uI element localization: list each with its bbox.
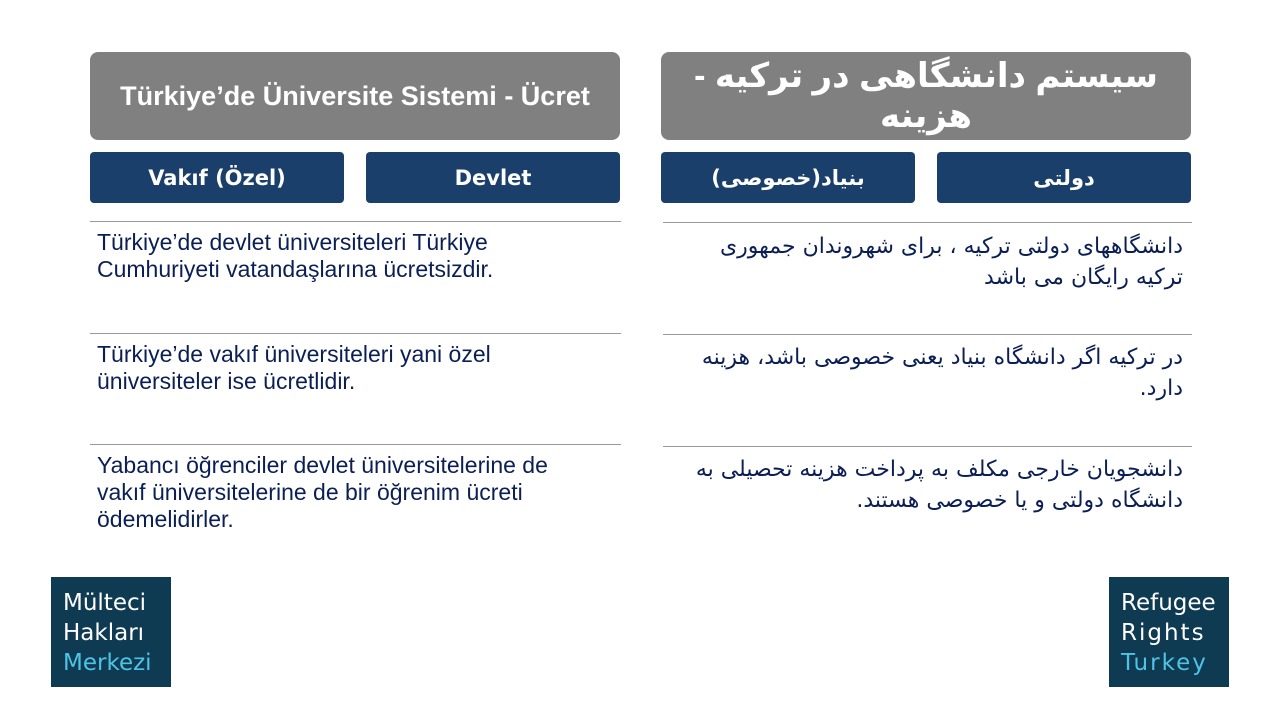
turkish-title-header — [90, 52, 620, 140]
turkish-column-private-label: Vakıf (Özel) — [148, 165, 286, 190]
logo-line: Hakları — [63, 620, 145, 646]
multeci-haklari-merkezi-logo — [51, 577, 171, 687]
turkish-row-text: Türkiye’de vakıf üniversiteleri yani özel üniversiteler ise ücretlidir. — [97, 341, 491, 394]
persian-row-divider — [663, 222, 1192, 223]
turkish-column-private — [90, 152, 344, 203]
persian-title: سیستم دانشگاهی در ترکیه - هزینه — [694, 57, 1158, 135]
turkish-column-state-label: Devlet — [454, 165, 532, 190]
turkish-title: Türkiye’de Üniversite Sistemi - Ücret — [120, 80, 590, 111]
persian-column-state — [937, 152, 1191, 203]
turkish-row-divider — [90, 444, 621, 445]
persian-row-divider — [663, 446, 1192, 447]
persian-row-divider — [663, 334, 1192, 335]
persian-row-text: دانشجویان خارجی مکلف به پرداخت هزینه تحصیلی به دانشگاه دولتی و یا خصوصی هستند. — [695, 457, 1183, 513]
logo-line: Merkezi — [63, 650, 152, 676]
refugee-rights-turkey-logo — [1109, 577, 1229, 687]
logo-line: Refugee — [1121, 590, 1216, 616]
turkish-row-divider — [90, 221, 621, 222]
turkish-row-text: Yabancı öğrenciler devlet üniversitelerine de vakıf üniversitelerine de bir öğrenim ücreti ödemelidirler. — [97, 452, 548, 532]
turkish-row-divider — [90, 333, 621, 334]
persian-row-text: در ترکیه اگر دانشگاه بنیاد یعنی خصوصی باشد، هزینه دارد. — [701, 345, 1183, 401]
turkish-column-state — [366, 152, 620, 203]
logo-line: Mülteci — [63, 590, 147, 616]
logo-line: Rights — [1121, 620, 1206, 646]
logo-line: Turkey — [1121, 650, 1208, 676]
persian-column-state-label: دولتی — [1033, 165, 1095, 190]
turkish-row-text: Türkiye’de devlet üniversiteleri Türkiye Cumhuriyeti vatandaşlarına ücretsizdir. — [97, 229, 494, 282]
persian-column-private — [661, 152, 915, 203]
persian-title-header — [661, 52, 1191, 140]
persian-column-private-label: بنیاد(خصوصی) — [711, 165, 865, 190]
persian-row-text: دانشگاههای دولتی ترکیه ، برای شهروندان جمهوری ترکیه رایگان می باشد — [719, 234, 1183, 290]
